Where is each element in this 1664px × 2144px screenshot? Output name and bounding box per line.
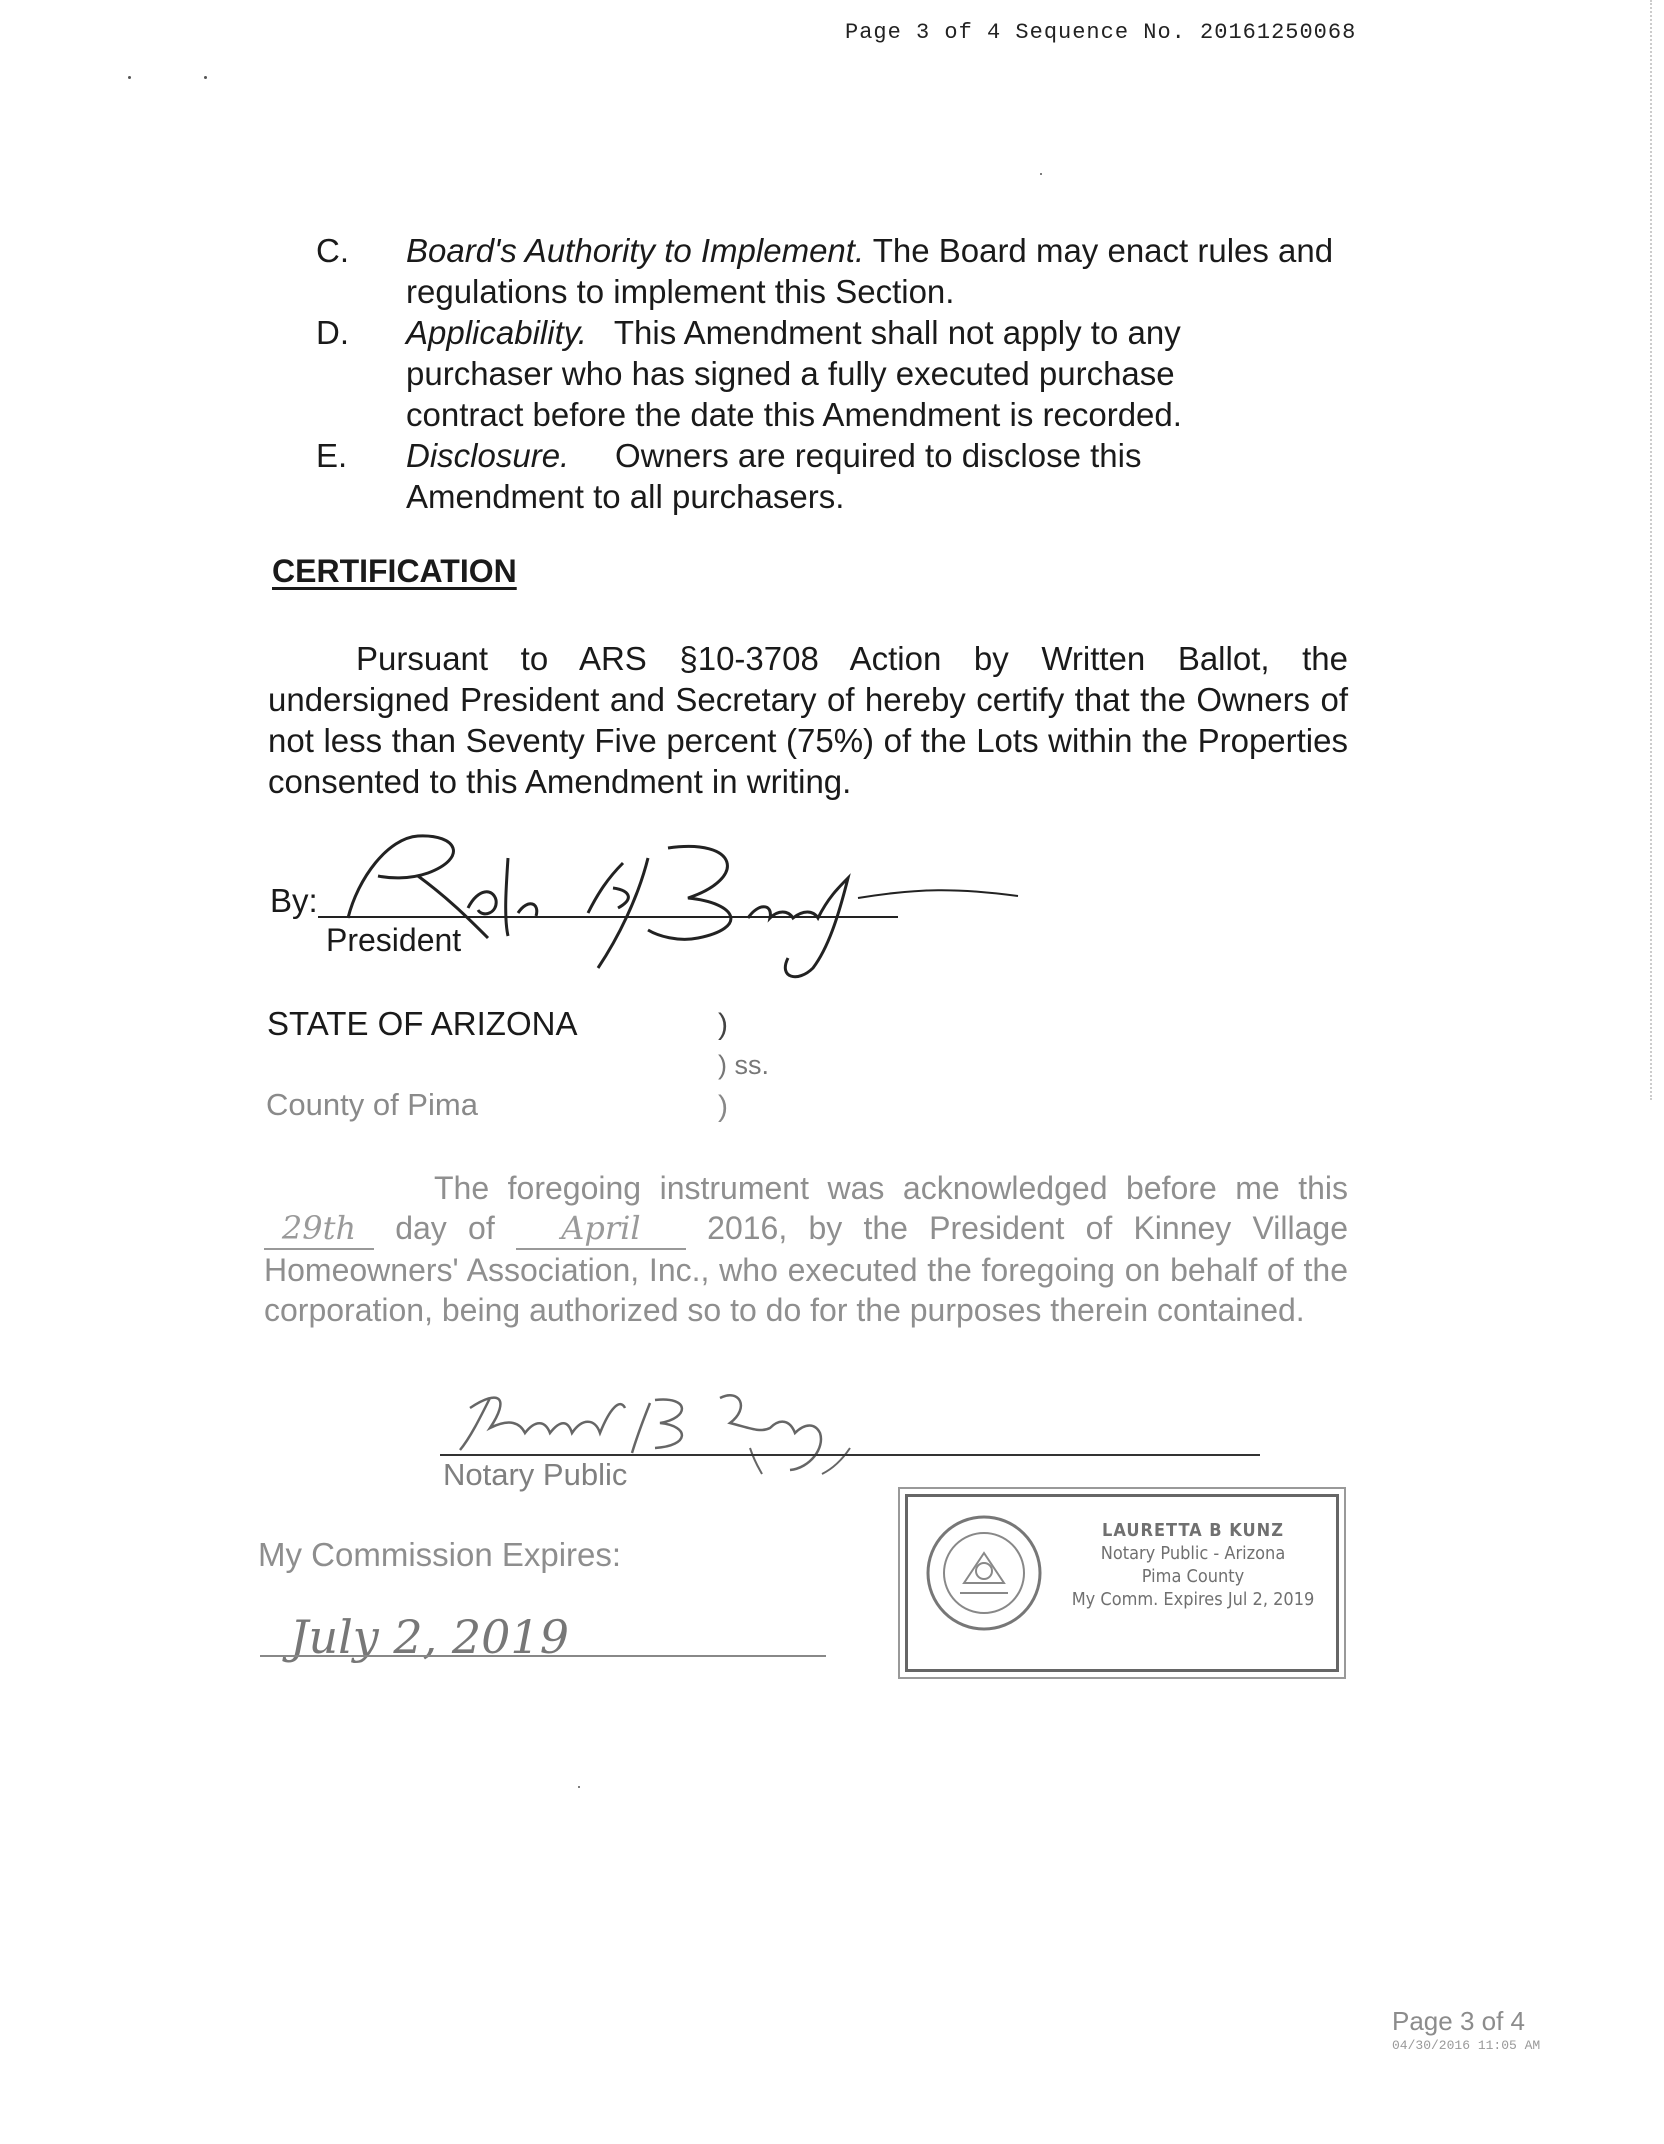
item-letter: D.: [316, 314, 349, 351]
notary-signature-line: [440, 1454, 1260, 1456]
item-text: The Board may enact rules and regulations to implement this Section.: [406, 232, 1334, 310]
ack-day: 29th: [264, 1208, 374, 1250]
scan-speck: [204, 76, 207, 79]
footer-timestamp: 04/30/2016 11:05 AM: [1392, 2038, 1541, 2053]
scan-speck: [578, 1786, 580, 1788]
amendment-item-c: [316, 230, 1346, 312]
amendment-item-e: [316, 435, 1346, 517]
seal-expiration: My Comm. Expires Jul 2, 2019: [1071, 1589, 1315, 1610]
certification-paragraph: Pursuant to ARS §10-3708 Action by Written Ballot, the undersigned President and Secretary of hereby certify that the Owners of not less than Seventy Five percent (75%) of the Lots within the Properties consented to this Amendment in writing.: [268, 640, 1348, 800]
item-letter: C.: [316, 232, 349, 269]
footer-page-number: Page 3 of 4: [1392, 2006, 1525, 2036]
venue-bracket: ): [718, 1008, 728, 1041]
item-text: This Amendment shall not apply to any purchaser who has signed a fully executed purchase contract before the date this Amendment is recorded.: [406, 314, 1190, 433]
seal-county: Pima County: [1141, 1566, 1245, 1587]
seal-notary-name: LAURETTA B KUNZ: [1102, 1520, 1284, 1541]
item-text: Owners are required to disclose this Amendment to all purchasers.: [406, 437, 1149, 515]
venue-ss: ) ss.: [718, 1050, 769, 1080]
venue-bracket: ): [718, 1090, 728, 1123]
item-title: Disclosure.: [406, 437, 570, 474]
amendment-item-d: [316, 312, 1346, 435]
certification-heading: CERTIFICATION: [272, 553, 517, 589]
seal-text: [1058, 1519, 1328, 1611]
venue-state: STATE OF ARIZONA: [267, 1005, 578, 1042]
item-title: Board's Authority to Implement.: [406, 232, 865, 269]
notary-label: Notary Public: [443, 1457, 628, 1492]
scan-speck: [1040, 173, 1042, 175]
by-label: By:: [270, 882, 318, 919]
seal-notary-title: Notary Public - Arizona: [1100, 1543, 1286, 1564]
scan-speck: [128, 76, 131, 79]
ack-month: April: [516, 1208, 686, 1250]
ack-text: day of: [374, 1210, 516, 1246]
venue-county: County of Pima: [266, 1087, 478, 1122]
commission-label: My Commission Expires:: [258, 1536, 622, 1573]
state-seal-emblem: [924, 1513, 1044, 1633]
scan-edge-artifact: [1650, 0, 1652, 1100]
ack-text: The foregoing instrument was acknowledged before me this: [434, 1170, 1348, 1206]
notary-seal-stamp: [905, 1494, 1339, 1672]
president-signature: [318, 818, 1038, 988]
item-title: Applicability.: [406, 314, 587, 351]
signer-title: President: [326, 922, 462, 958]
commission-line: [260, 1655, 826, 1657]
page-sequence-header: Page 3 of 4 Sequence No. 20161250068: [845, 20, 1357, 45]
item-letter: E.: [316, 437, 348, 474]
ack-text: 2016, by the President of Kinney Village Homeowners' Association, Inc., who executed the foregoing on behalf of the corporation, being authorized so to do for the purposes therein contained.: [264, 1210, 1349, 1328]
commission-date-handwritten: July 2, 2019: [290, 1610, 569, 1664]
acknowledgment-paragraph: [264, 1168, 1348, 1330]
